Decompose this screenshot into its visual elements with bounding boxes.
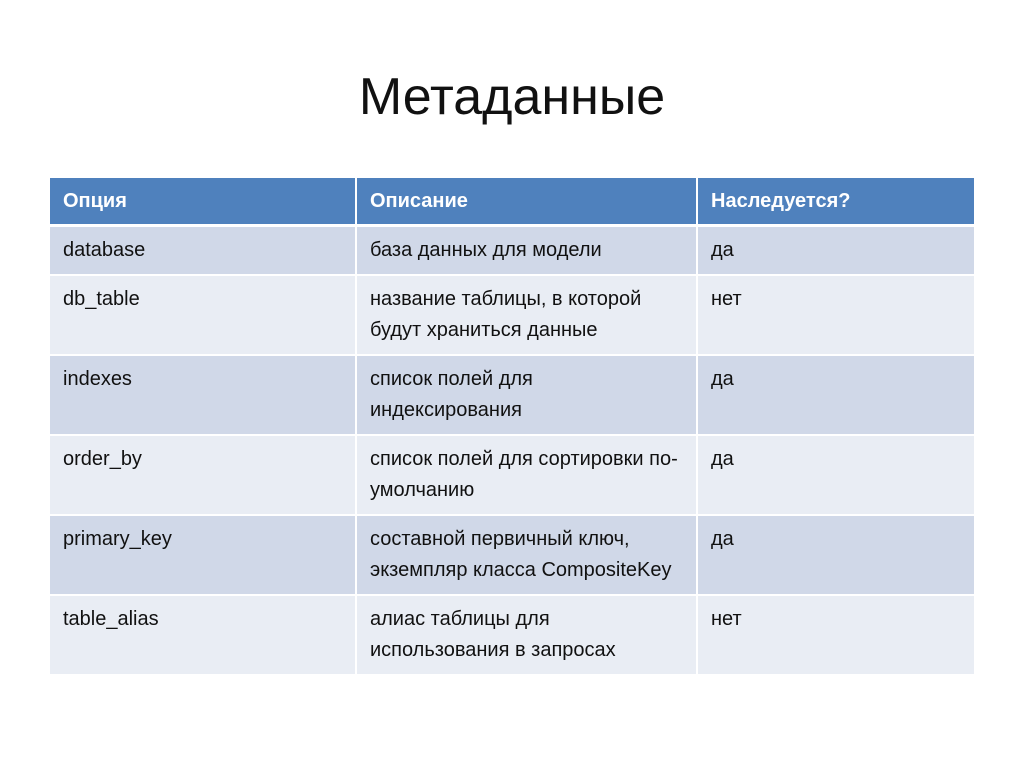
table-row [50, 596, 974, 676]
cell-description: база данных для модели [357, 227, 698, 276]
table-row [50, 276, 974, 356]
cell-option: primary_key [50, 516, 357, 596]
table-row [50, 227, 974, 276]
header-inherited: Наследуется? [698, 178, 974, 227]
cell-option: order_by [50, 436, 357, 516]
cell-inherited: да [698, 516, 974, 596]
cell-option: table_alias [50, 596, 357, 676]
cell-inherited: да [698, 227, 974, 276]
cell-description: список полей для индексирования [357, 356, 698, 436]
table-row [50, 356, 974, 436]
cell-option: indexes [50, 356, 357, 436]
cell-description: составной первичный ключ, экземпляр класса CompositeKey [357, 516, 698, 596]
table-row [50, 436, 974, 516]
cell-option: db_table [50, 276, 357, 356]
cell-inherited: да [698, 436, 974, 516]
header-description: Описание [357, 178, 698, 227]
cell-inherited: нет [698, 276, 974, 356]
cell-description: список полей для сортировки по-умолчанию [357, 436, 698, 516]
cell-description: название таблицы, в которой будут храниться данные [357, 276, 698, 356]
cell-option: database [50, 227, 357, 276]
table-row [50, 516, 974, 596]
metadata-table [50, 178, 974, 676]
header-option: Опция [50, 178, 357, 227]
slide-title: Метаданные [358, 68, 666, 126]
cell-description: алиас таблицы для использования в запросах [357, 596, 698, 676]
cell-inherited: нет [698, 596, 974, 676]
table-header-row [50, 178, 974, 227]
cell-inherited: да [698, 356, 974, 436]
